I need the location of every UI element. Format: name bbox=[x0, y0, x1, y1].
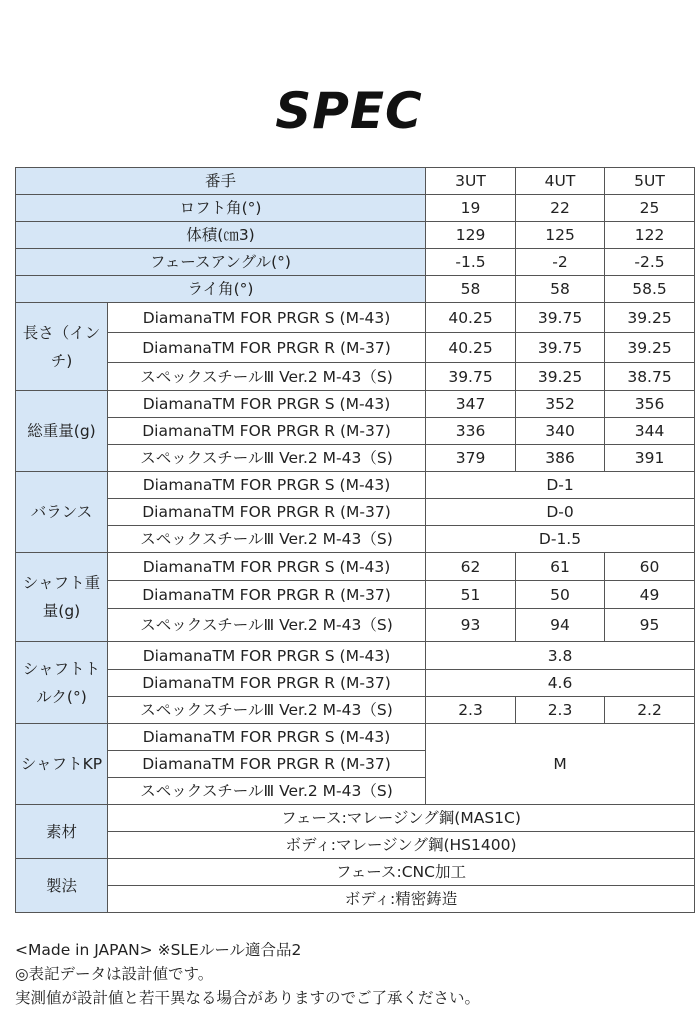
table-cell: 39.75 bbox=[516, 333, 605, 363]
table-row bbox=[16, 581, 695, 609]
shaft-name: DiamanaTM FOR PRGR S (M-43) bbox=[108, 391, 426, 418]
table-row bbox=[16, 724, 695, 751]
shaft-name: DiamanaTM FOR PRGR S (M-43) bbox=[108, 303, 426, 333]
table-cell: 122 bbox=[605, 222, 695, 249]
table-row bbox=[16, 445, 695, 472]
table-cell: 125 bbox=[516, 222, 605, 249]
table-row bbox=[16, 886, 695, 913]
shaft-name: DiamanaTM FOR PRGR S (M-43) bbox=[108, 472, 426, 499]
table-row bbox=[16, 276, 695, 303]
shaft-name: DiamanaTM FOR PRGR S (M-43) bbox=[108, 553, 426, 581]
table-row bbox=[16, 859, 695, 886]
table-cell: 19 bbox=[426, 195, 516, 222]
footnotes bbox=[15, 938, 695, 1010]
table-cell: 58 bbox=[516, 276, 605, 303]
group-label-shaft-torque: シャフトトルク(°) bbox=[16, 642, 108, 724]
row-label: 体積(㎝3) bbox=[16, 222, 426, 249]
shaft-name: DiamanaTM FOR PRGR R (M-37) bbox=[108, 499, 426, 526]
note-line: ◎表記データは設計値です。 bbox=[15, 965, 214, 983]
club-3ut: 3UT bbox=[426, 168, 516, 195]
table-row bbox=[16, 642, 695, 670]
group-label-total-weight: 総重量(g) bbox=[16, 391, 108, 472]
table-cell: 129 bbox=[426, 222, 516, 249]
shaft-name: スペックスチールⅢ Ver.2 M-43（S) bbox=[108, 778, 426, 805]
table-cell: D-1.5 bbox=[426, 526, 695, 553]
table-cell: 386 bbox=[516, 445, 605, 472]
table-cell: 94 bbox=[516, 609, 605, 642]
table-cell: 39.25 bbox=[516, 363, 605, 391]
table-cell: 2.3 bbox=[426, 697, 516, 724]
shaft-name: DiamanaTM FOR PRGR S (M-43) bbox=[108, 724, 426, 751]
table-row bbox=[16, 333, 695, 363]
table-row bbox=[16, 249, 695, 276]
table-cell: 58 bbox=[426, 276, 516, 303]
table-cell: 344 bbox=[605, 418, 695, 445]
note-line: 実測値が設計値と若干異なる場合がありますのでご了承ください。 bbox=[15, 989, 481, 1007]
note-line: <Made in JAPAN> ※SLEルール適合品2 bbox=[15, 941, 302, 959]
table-cell: 49 bbox=[605, 581, 695, 609]
table-cell: 60 bbox=[605, 553, 695, 581]
page-title: SPEC bbox=[275, 82, 423, 140]
table-cell: 40.25 bbox=[426, 303, 516, 333]
shaft-name: DiamanaTM FOR PRGR R (M-37) bbox=[108, 670, 426, 697]
table-row bbox=[16, 499, 695, 526]
table-cell: 391 bbox=[605, 445, 695, 472]
table-cell: 340 bbox=[516, 418, 605, 445]
header-label: 番手 bbox=[16, 168, 426, 195]
table-row bbox=[16, 832, 695, 859]
table-row bbox=[16, 805, 695, 832]
table-row bbox=[16, 526, 695, 553]
table-cell: 4.6 bbox=[426, 670, 695, 697]
group-label-length: 長さ（インチ) bbox=[16, 303, 108, 391]
shaft-name: DiamanaTM FOR PRGR R (M-37) bbox=[108, 581, 426, 609]
shaft-name: スペックスチールⅢ Ver.2 M-43（S) bbox=[108, 609, 426, 642]
table-cell: 347 bbox=[426, 391, 516, 418]
table-cell: 379 bbox=[426, 445, 516, 472]
table-cell: フェース:CNC加工 bbox=[108, 859, 695, 886]
table-cell: 336 bbox=[426, 418, 516, 445]
table-cell: 39.75 bbox=[516, 303, 605, 333]
table-cell: 39.25 bbox=[605, 303, 695, 333]
table-cell: 62 bbox=[426, 553, 516, 581]
table-cell: 58.5 bbox=[605, 276, 695, 303]
shaft-name: DiamanaTM FOR PRGR S (M-43) bbox=[108, 642, 426, 670]
table-cell: D-0 bbox=[426, 499, 695, 526]
group-label-manufacturing: 製法 bbox=[16, 859, 108, 913]
table-row bbox=[16, 363, 695, 391]
group-label-shaft-weight: シャフト重量(g) bbox=[16, 553, 108, 642]
table-cell: 51 bbox=[426, 581, 516, 609]
table-cell: 352 bbox=[516, 391, 605, 418]
table-cell: 39.75 bbox=[426, 363, 516, 391]
table-cell: -2 bbox=[516, 249, 605, 276]
row-label: ロフト角(°) bbox=[16, 195, 426, 222]
table-cell: 356 bbox=[605, 391, 695, 418]
table-cell: フェース:マレージング鋼(MAS1C) bbox=[108, 805, 695, 832]
table-cell: 50 bbox=[516, 581, 605, 609]
table-cell: 38.75 bbox=[605, 363, 695, 391]
row-label: フェースアングル(°) bbox=[16, 249, 426, 276]
shaft-name: DiamanaTM FOR PRGR R (M-37) bbox=[108, 751, 426, 778]
table-cell: 61 bbox=[516, 553, 605, 581]
shaft-name: スペックスチールⅢ Ver.2 M-43（S) bbox=[108, 445, 426, 472]
table-cell: 22 bbox=[516, 195, 605, 222]
table-row bbox=[16, 670, 695, 697]
row-label: ライ角(°) bbox=[16, 276, 426, 303]
shaft-name: DiamanaTM FOR PRGR R (M-37) bbox=[108, 333, 426, 363]
table-row bbox=[16, 553, 695, 581]
table-cell: D-1 bbox=[426, 472, 695, 499]
table-row bbox=[16, 391, 695, 418]
table-cell: 2.3 bbox=[516, 697, 605, 724]
table-cell: 2.2 bbox=[605, 697, 695, 724]
club-4ut: 4UT bbox=[516, 168, 605, 195]
shaft-name: スペックスチールⅢ Ver.2 M-43（S) bbox=[108, 526, 426, 553]
table-row bbox=[16, 472, 695, 499]
table-cell: 25 bbox=[605, 195, 695, 222]
table-cell: 95 bbox=[605, 609, 695, 642]
table-cell: M bbox=[426, 724, 695, 805]
table-cell: -1.5 bbox=[426, 249, 516, 276]
table-row bbox=[16, 609, 695, 642]
table-row bbox=[16, 303, 695, 333]
spec-table bbox=[15, 167, 695, 913]
table-row bbox=[16, 697, 695, 724]
table-cell: -2.5 bbox=[605, 249, 695, 276]
table-row bbox=[16, 418, 695, 445]
shaft-name: スペックスチールⅢ Ver.2 M-43（S) bbox=[108, 363, 426, 391]
table-cell: ボディ:マレージング鋼(HS1400) bbox=[108, 832, 695, 859]
club-5ut: 5UT bbox=[605, 168, 695, 195]
table-row bbox=[16, 168, 695, 195]
table-row bbox=[16, 222, 695, 249]
shaft-name: スペックスチールⅢ Ver.2 M-43（S) bbox=[108, 697, 426, 724]
group-label-balance: バランス bbox=[16, 472, 108, 553]
table-cell: 3.8 bbox=[426, 642, 695, 670]
table-cell: ボディ:精密鋳造 bbox=[108, 886, 695, 913]
group-label-shaft-kp: シャフトKP bbox=[16, 724, 108, 805]
group-label-material: 素材 bbox=[16, 805, 108, 859]
table-cell: 93 bbox=[426, 609, 516, 642]
table-cell: 40.25 bbox=[426, 333, 516, 363]
table-row bbox=[16, 195, 695, 222]
table-cell: 39.25 bbox=[605, 333, 695, 363]
shaft-name: DiamanaTM FOR PRGR R (M-37) bbox=[108, 418, 426, 445]
